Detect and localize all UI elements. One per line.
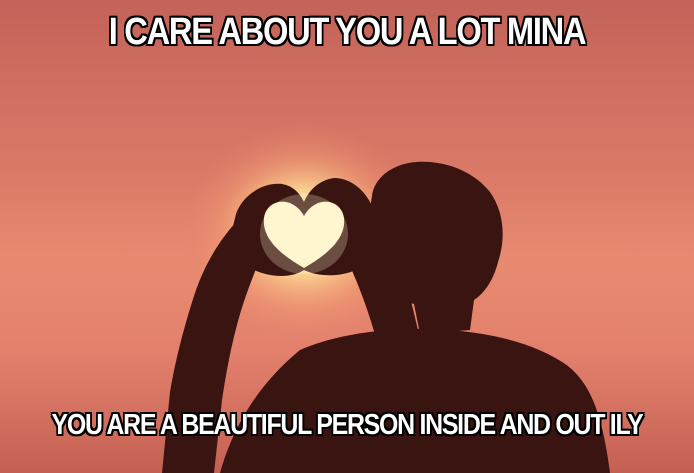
sun-bloom: [260, 194, 348, 274]
meme-top-caption: I CARE ABOUT YOU A LOT MINA: [108, 11, 586, 53]
meme-bottom-caption: YOU ARE A BEAUTIFUL PERSON INSIDE AND OUT ILY: [51, 409, 643, 441]
